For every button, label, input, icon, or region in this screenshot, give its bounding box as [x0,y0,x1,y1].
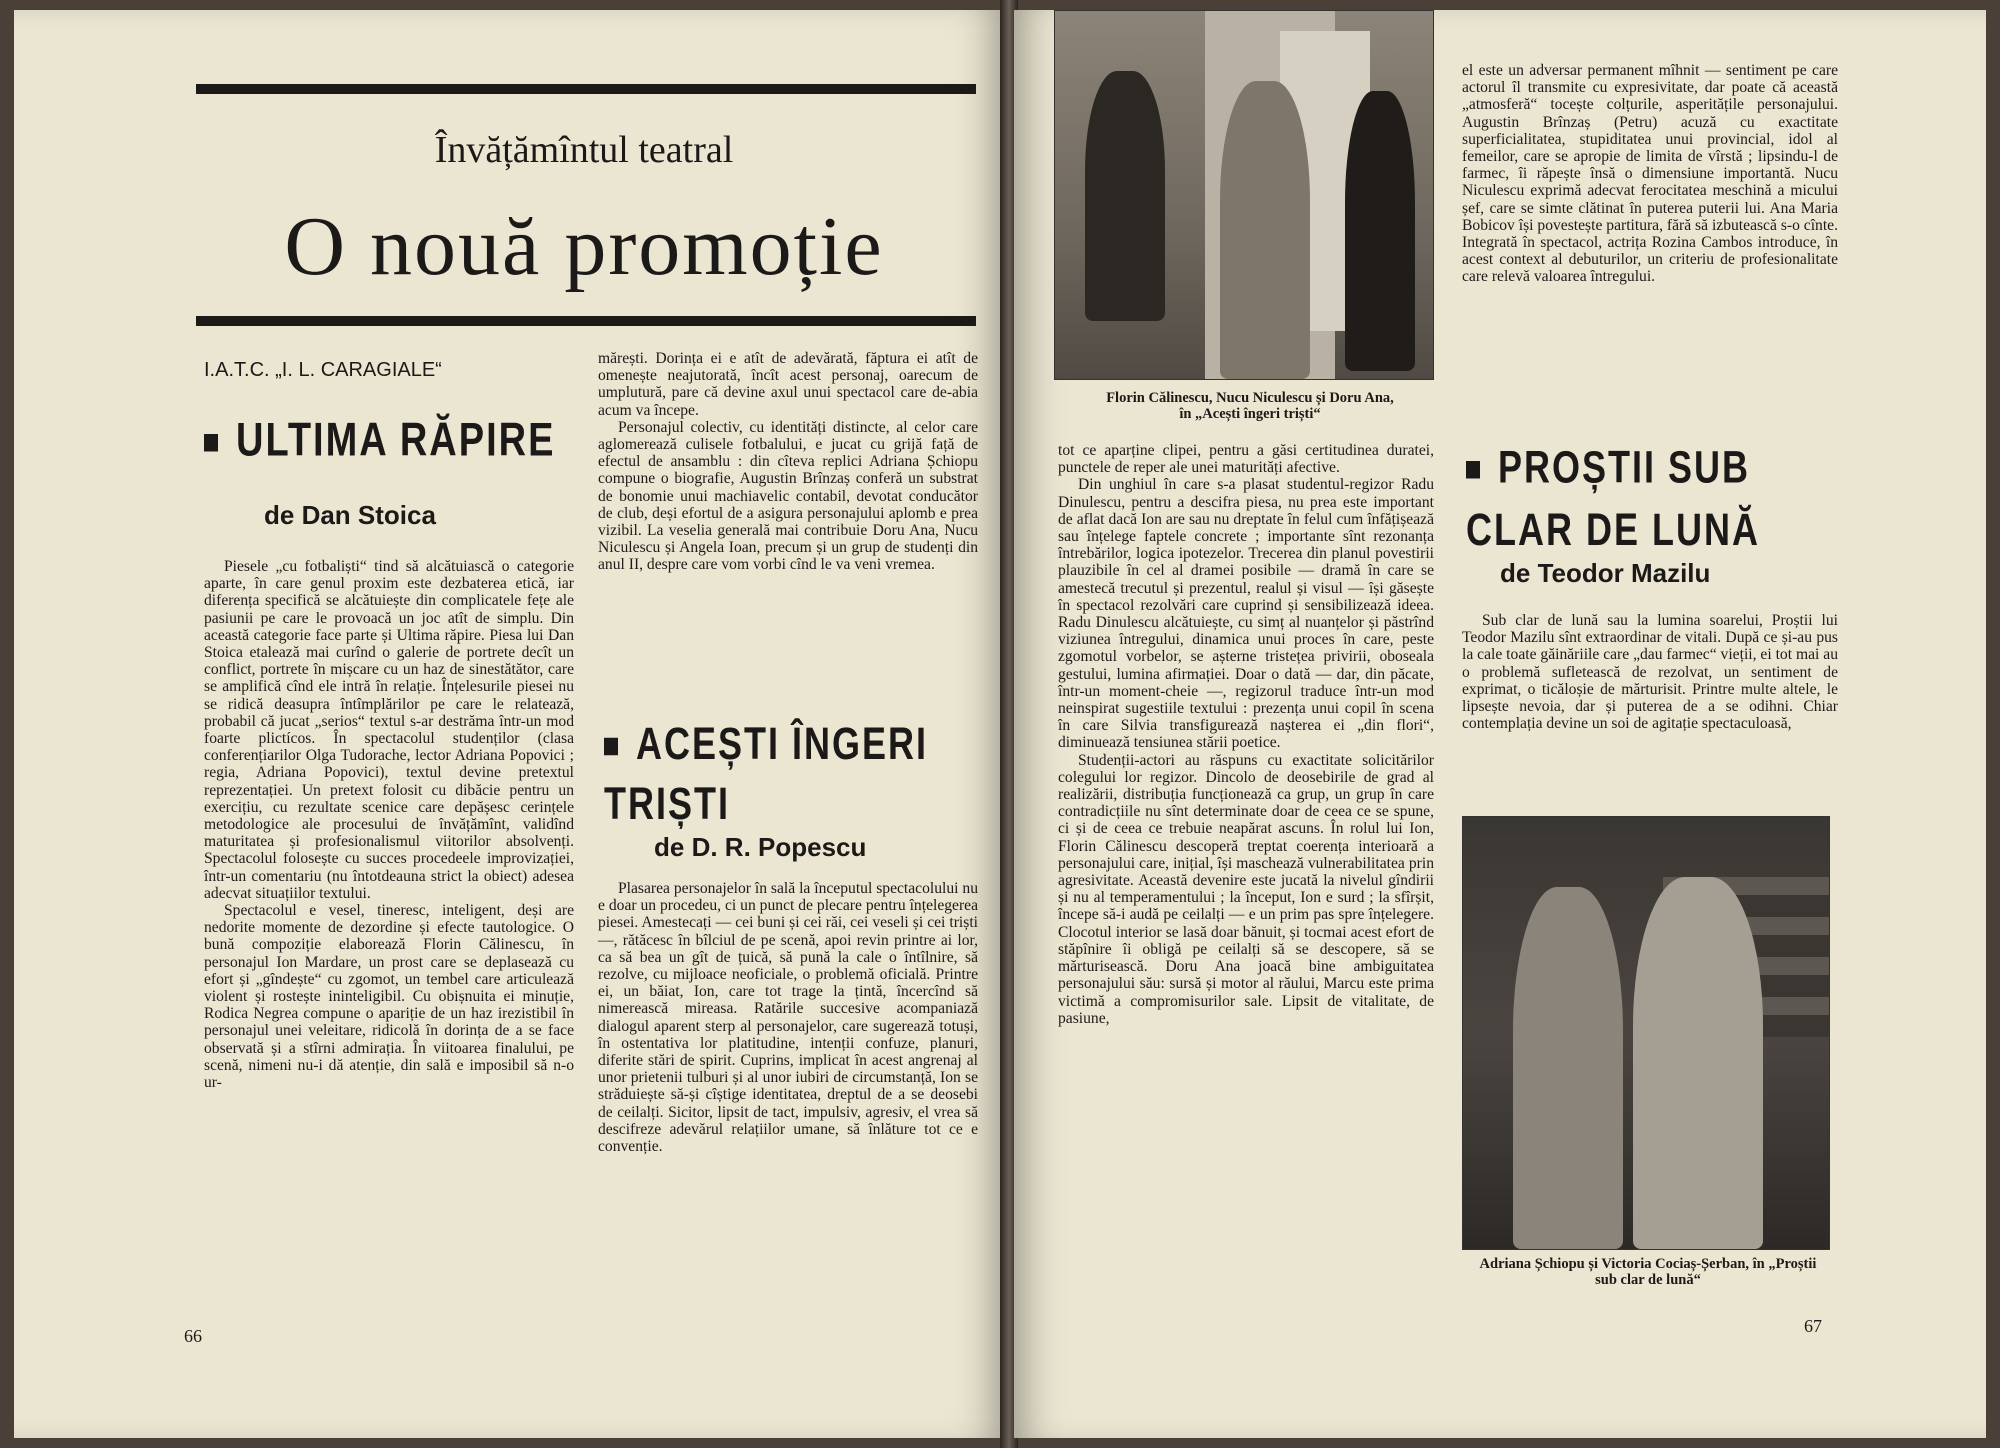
play3-title: PROȘTII SUB CLAR DE LUNĂ [1466,441,1760,555]
page-number-left: 66 [184,1326,202,1346]
bullet-icon [204,434,218,452]
photo-figure-3 [1345,91,1415,371]
bullet-icon-2 [604,738,618,756]
photo-acesti-ingeri-tristi [1054,10,1434,380]
column-4 [1462,62,1838,286]
column-4-continued [1462,612,1838,732]
column-3-text: tot ce aparține clipei, pentru a găsi certitudinea duratei, punctele de reper ale unei maturități afective. [1058,442,1434,477]
photo1-caption: Florin Călinescu, Nucu Niculescu și Doru Ana, în „Acești îngeri triști“ [1106,390,1394,422]
column-2-continued [598,880,978,1155]
photo-prostii-sub-clar-de-luna [1462,816,1830,1250]
column-3-text-b: Din unghiul în care s-a plasat studentul-regizor Radu Dinulescu, pentru a descifra piesa, nu prea este important de aflat dacă Ion are sau nu dreptate în felul cum înfățișează sau înțelege faptele concrete ; importante sînt rezonanța întrebărilor, logica ipotezelor. Trecerea din planul povestirii plauzibile în cel al dramei posibile — dramă în care se amestecă trecutul și prezentul, realul și visul — își găsește în spectacol rezolvări care cuprind și sensibilizează ideea. Radu Dinulescu alcătuiește, cu simț al nuanțelor și păstrînd viziunea întregului, dinamica unui proces în care, peste zgomotul vorbelor, se așterne tristețea privirii, oboseala gestului, lumina afirmației. Doar o dată — dar, din păcate, într-un moment-cheie —, regizorul traduce într-un mod neinspirat sugestiile textului : prezența unui copil în scena în care Silvia transfigurează nașterea ei „din flori“, diminuează tensiunea stării poetice. [1058,476,1434,752]
column-3 [1058,442,1434,1027]
top-rule [196,84,976,94]
page-number-right: 67 [1804,1316,1822,1336]
column-1-text: Piesele „cu fotbaliști“ tind să alcătuiască o categorie aparte, în care genul proxim este dezbaterea etică, iar diferența specifică se alcătuiește din complicatele fețe ale pasiunii pe care le provoacă un joc atît de simplu. Din această categorie face parte și Ultima răpire. Piesa lui Dan Stoica etalează mai curînd o galerie de portrete decît un conflict, portrete în mișcare cu un haz de sinestătător, care se amplifică cînd ele intră în relație. Înțelesurile piesei nu se ridică deasupra întîmplărilor pe care le relatează, probabil că jucat „serios“ textul s-ar destrăma într-un mod foarte plictícos. În spectacolul studenților (clasa conferențiarilor Olga Tudorache, lector Adriana Popovici ; regia, Adriana Popovici), textul devine pretextul reprezentației. Un pretext folosit cu dibăcie pentru un exercițiu, cu rezultate scenice care depășesc cerințele metodologice ale procesului de învățămînt, validînd maturitatea și profesionalismul viitorilor absolvenți. Spectacolul folosește cu succes procedeele improvizației, într-un comentariu (nu întotdeauna strict la obiect) adesea adecvat situațiilor textului. [204,558,574,902]
left-page [14,10,1004,1438]
column-4-text-b: Sub clar de lună sau la lumina soarelui, Proștii lui Teodor Mazilu sînt extraordinar de vitali. După ce și-au pus la cale toate găinăriile care „dau farmec“ vieții, ei tot mai au o problemă sufletească de rezolvat, un sentiment de exprimat, o ticăloșie de mărturisit. Printre multe altele, le lipsește nevoia, dar și puterea de a se odihni. Chiar contemplația devine un soi de agitație spectaculoasă, [1462,612,1838,733]
photo-figure-right [1633,877,1763,1249]
column-1 [204,558,574,1091]
photo-figure-2 [1220,81,1310,379]
play1-author: de Dan Stoica [264,500,436,530]
column-2-text: mărești. Dorința ei e atît de adevărată, făptura ei atît de omenește neajutorată, încît acest personaj, oarecum de umplutură, pare că devine axul unui spectacol care de-abia acum va începe. [598,350,978,419]
play2-author: de D. R. Popescu [654,832,867,862]
bullet-icon-3 [1466,462,1480,480]
title-rule [196,316,976,326]
right-page [1014,10,1986,1438]
photo-figure-1 [1085,71,1165,321]
column-2 [598,350,978,574]
column-1-text-b: Spectacolul e vesel, tineresc, inteligent, deși are nedorite momente de dezordine și efecte tautologice. O bună compoziție elaborează Florin Călinescu, în personajul Ion Mardare, un prost care se deplasează cu efort și „gîndește“ cu zgomot, un tembel care articulează violent și rostește ininteligibil. Cu obișnuita ei minuție, Rodica Negrea compune o apariție de un haz irezistibil în personajul unei veleitare, ridicolă în dorința de a se face observată și a stîrni admirația. În viitoarea finalului, pe scenă, nimeni nu-i dă atenție, din sală e imposibil să n-o ur- [204,902,574,1092]
column-4-text: el este un adversar permanent mîhnit — sentiment pe care actorul îl transmite cu expresivitate, dar poate că această „atmosferă“ tocește colțurile, asperitățile personajului. Augustin Brînzaș (Petru) acuză cu exactitate superficialitatea, stupiditatea unui provincial, idol al femeilor, care se apropie de limita de vîrstă ; lipsindu-l de farmec, îi răpește însă o dimensiune importantă. Nucu Niculescu exprimă adecvat ferocitatea meschină a micului șef, care se simte clătinat în puterea puterii lui. Ana Maria Bobicov își povestește partitura, fără să izbutească s-o cînte. Integrată în spectacol, actrița Rozina Cambos introduce, în acest context al debuturilor, un criteriu de profesionalitate care relevă valoarea întregului. [1462,62,1838,286]
institute-label: I.A.T.C. „I. L. CARAGIALE“ [204,359,442,381]
section-kicker: Învățămîntul teatral [434,129,734,171]
photo-figure-left [1513,887,1623,1249]
page-title: O nouă promoție [284,200,884,293]
column-3-text-c: Studenții-actori au răspuns cu exactitate solicitărilor colegului lor regizor. Dincolo de deosebirile de grad al realizării, distribuția funcționează ca grup, un grup în care contradicțiile nu sînt determinate doar de ceea ce se spune, ci și de ceea ce trebuie neapărat ascuns. În rolul lui Ion, Florin Călinescu descoperă treptat coerența interioară a personajului care, inițial, își maschează vulnerabilitatea prin agresivitate. Această devenire este jucată la nivelul gîndirii și nu al temperamentului ; la început, Ion e surd ; la sfîrșit, începe să-i audă pe ceilalți — e un prim pas spre înțelegere. Clocotul interior se lasă doar bănuit, și tocmai acest efort de stăpînire îi obligă pe ceilalți să se descopere, să se mărturisească. Doru Ana joacă bine ambiguitatea personajului său: sursă și motor al răului, Marcu este prima victimă a compromisurilor sale. Lipsit de vitalitate, de pasiune, [1058,751,1434,1027]
play3-author: de Teodor Mazilu [1500,558,1711,588]
play1-title: ULTIMA RĂPIRE [204,414,555,468]
column-2-text-b: Personajul colectiv, cu identități distincte, al celor care aglomerează culisele fotbalului, e jucat cu grijă față de efectul de ansamblu : din cîteva replici Adriana Șchiopu compune o biografie, Augustin Brînzaș conferă un substrat de bonomie unui machiavelic contabil, devotat conducător de club, deși efortul de a asigura personajului aplomb e prea vizibil. La veselia generală mai contribuie Doru Ana, Nucu Niculescu și Angela Ioan, precum și un grup de studenți din anul II, despre care vom vorbi cînd le va veni vremea. [598,418,978,574]
play2-title: ACEȘTI ÎNGERI TRIȘTI [604,717,929,829]
photo2-caption: Adriana Șchiopu și Victoria Cociaș-Șerban, în „Proștii sub clar de lună“ [1479,1256,1817,1288]
column-2-text-c: Plasarea personajelor în sală la începutul spectacolului nu e doar un procedeu, ci un punct de plecare pentru înțelegerea piesei. Amestecați — cei buni și cei răi, cei veseli și cei triști —, rătăcesc în bîlciul de pe scenă, apoi revin printre ai lor, ca să bea un gît de țuică, să pună la cale o întîlnire, să rezolve, cu mijloace neoficiale, o problemă oficială. Printre ei, un băiat, Ion, care tot trage la țintă, încercînd să nimerească mireasa. Ratările succesive acompaniază dialogul aparent sterp al personajelor, care sugerează totuși, în ostentativa lor platitudine, intenții confuze, planuri, diferite stări de spirit. Cuprins, implicat în acest angrenaj al unor prietenii tulburi și al unor iubiri de circumstanță, Ion se străduiește să-și cîștige identitatea, dreptul de a se deosebi de ceilalți. Sicitor, lipsit de tact, impulsiv, agresiv, el vrea să descifreze adevărul relațiilor umane, să înlăture tot ce e convenție. [598,880,978,1156]
